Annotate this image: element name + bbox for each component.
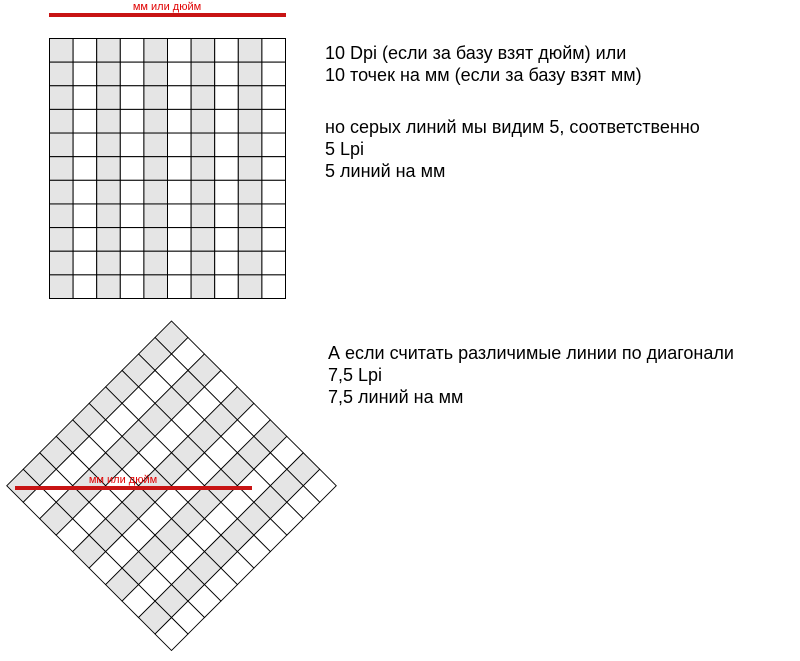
grid-cell-gray [238, 109, 262, 133]
grid-cell-white [73, 62, 97, 86]
grid-cell-white [73, 180, 97, 204]
diagonal-ruler-bar [15, 486, 252, 490]
grid-cell-gray [97, 39, 121, 63]
grid-cell-gray [144, 228, 168, 252]
grid-cell-gray [191, 204, 215, 228]
grid-cell-gray [144, 62, 168, 86]
grid-cell-gray [97, 86, 121, 110]
grid-cell-white [262, 251, 286, 275]
dpi-explanation [325, 42, 642, 86]
grid-cell-gray [238, 86, 262, 110]
grid-cell-white [120, 275, 144, 299]
grid-cell-white [73, 109, 97, 133]
grid-cell-gray [50, 39, 74, 63]
text-line: 5 Lpi [325, 139, 365, 159]
grid-cell-white [73, 86, 97, 110]
grid-cell-gray [50, 62, 74, 86]
grid-cell-white [262, 228, 286, 252]
grid-cell-white [120, 157, 144, 181]
grid-cell-gray [144, 157, 168, 181]
grid-cell-gray [144, 86, 168, 110]
grid-cell-gray [191, 180, 215, 204]
grid-cell-gray [50, 251, 74, 275]
grid-cell-white [168, 275, 192, 299]
grid-cell-gray [238, 133, 262, 157]
grid-cell-white [120, 62, 144, 86]
grid-cell-white [120, 251, 144, 275]
grid-cell-gray [97, 133, 121, 157]
grid-cell-white [168, 228, 192, 252]
grid-cell-white [262, 180, 286, 204]
grid-cell-gray [144, 275, 168, 299]
grid-cell-white [73, 275, 97, 299]
grid-cell-gray [191, 109, 215, 133]
grid-cell-gray [97, 204, 121, 228]
rotated-grid [7, 321, 337, 651]
grid-cell-gray [238, 62, 262, 86]
grid-cell-gray [191, 275, 215, 299]
grid-cell-white [120, 180, 144, 204]
grid-cell-gray [97, 62, 121, 86]
grid-cell-white [168, 39, 192, 63]
grid-cell-white [168, 204, 192, 228]
grid-cell-gray [191, 228, 215, 252]
grid-cell-white [120, 228, 144, 252]
grid-cell-white [215, 251, 239, 275]
grid-cell-white [73, 133, 97, 157]
grid-cell-white [262, 62, 286, 86]
grid-cell-white [168, 109, 192, 133]
diagonal-ruler-label: мм или дюйм [88, 474, 158, 486]
grid-cell-white [215, 133, 239, 157]
grid-cell-white [262, 86, 286, 110]
grid-cell-gray [50, 180, 74, 204]
grid-cell-gray [50, 275, 74, 299]
lpi-explanation [325, 116, 700, 182]
grid-cell-gray [97, 275, 121, 299]
grid-cell-gray [191, 251, 215, 275]
top-ruler-bar [49, 13, 286, 17]
grid-cell-gray [191, 133, 215, 157]
diagonal-explanation [328, 342, 734, 408]
grid-cell-gray [191, 62, 215, 86]
grid-cell-white [73, 228, 97, 252]
grid-cell-gray [97, 180, 121, 204]
grid-cell-gray [50, 157, 74, 181]
grid-cell-white [215, 157, 239, 181]
grid-cell-white [73, 251, 97, 275]
grid-cell-white [262, 275, 286, 299]
text-line: 10 точек на мм (если за базу взят мм) [325, 65, 642, 85]
grid-cell-white [168, 62, 192, 86]
grid-cell-white [73, 157, 97, 181]
grid-cell-white [215, 204, 239, 228]
grid-cell-white [120, 204, 144, 228]
straight-grid [50, 39, 286, 299]
grid-cell-white [262, 157, 286, 181]
grid-cell-gray [97, 157, 121, 181]
grid-cell-gray [97, 251, 121, 275]
grid-cell-gray [238, 228, 262, 252]
grid-cell-white [215, 86, 239, 110]
grid-cell-white [73, 39, 97, 63]
grid-cell-gray [238, 204, 262, 228]
grid-cell-white [215, 180, 239, 204]
grid-cell-white [168, 133, 192, 157]
grid-cell-gray [191, 86, 215, 110]
grid-cell-white [215, 39, 239, 63]
grid-cell-white [73, 204, 97, 228]
top-ruler-label: мм или дюйм [132, 1, 202, 13]
text-line: 7,5 Lpi [328, 365, 383, 385]
grid-cell-gray [50, 109, 74, 133]
grid-cell-gray [238, 39, 262, 63]
grid-cell-gray [144, 109, 168, 133]
grid-cell-gray [144, 251, 168, 275]
grid-cell-gray [238, 275, 262, 299]
grid-cell-white [120, 39, 144, 63]
grid-cell-gray [238, 251, 262, 275]
grid-cell-gray [97, 228, 121, 252]
grid-cell-gray [50, 86, 74, 110]
grid-cell-gray [238, 180, 262, 204]
grid-cell-white [215, 275, 239, 299]
grid-cell-gray [144, 204, 168, 228]
grid-cell-white [168, 157, 192, 181]
text-line: 5 линий на мм [325, 161, 446, 181]
grid-cell-gray [50, 204, 74, 228]
text-line: 7,5 линий на мм [328, 387, 464, 407]
grid-cell-gray [238, 157, 262, 181]
grid-cell-white [215, 228, 239, 252]
grid-cell-white [262, 204, 286, 228]
grid-cell-white [120, 109, 144, 133]
grid-cell-white [168, 180, 192, 204]
grid-cell-gray [97, 109, 121, 133]
top-ruler [49, 1, 286, 17]
rotated-grid-body [7, 321, 337, 651]
grid-cell-gray [144, 133, 168, 157]
text-line: но серых линий мы видим 5, соответственно [325, 117, 700, 137]
grid-cell-gray [50, 133, 74, 157]
grid-cell-gray [191, 157, 215, 181]
grid-cell-white [215, 109, 239, 133]
text-line: 10 Dpi (если за базу взят дюйм) или [325, 43, 627, 63]
grid-cell-gray [191, 39, 215, 63]
grid-cell-gray [144, 39, 168, 63]
grid-cell-white [215, 62, 239, 86]
grid-cell-white [120, 86, 144, 110]
grid-cell-white [120, 133, 144, 157]
grid-cell-white [262, 109, 286, 133]
grid-cell-white [262, 133, 286, 157]
grid-cell-white [168, 251, 192, 275]
grid-cell-gray [144, 180, 168, 204]
text-line: А если считать различимые линии по диагонали [328, 343, 734, 363]
grid-cell-gray [50, 228, 74, 252]
grid-cell-white [168, 86, 192, 110]
grid-cell-white [262, 39, 286, 63]
